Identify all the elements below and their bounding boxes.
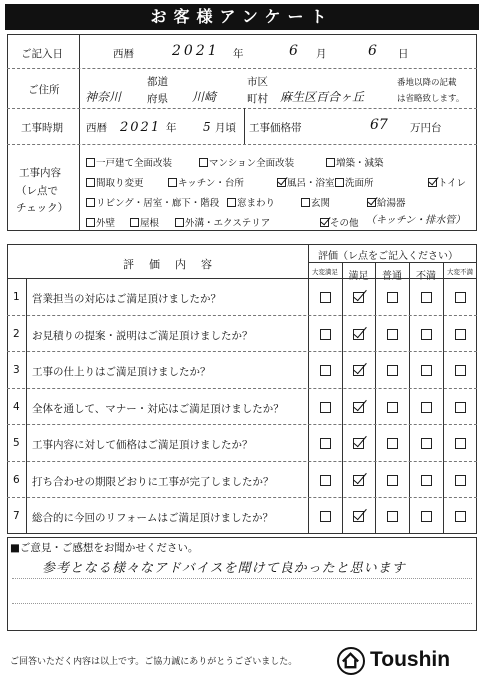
checkbox[interactable] xyxy=(367,198,376,207)
rating-checkbox[interactable] xyxy=(320,402,331,413)
checkbox[interactable] xyxy=(301,198,310,207)
divider xyxy=(7,461,477,462)
work-option-label: トイレ xyxy=(438,178,467,189)
checkbox[interactable] xyxy=(130,218,139,227)
checkbox[interactable] xyxy=(326,158,335,167)
prefecture-unit-2: 府県 xyxy=(147,93,168,105)
address-city: 川崎 xyxy=(192,90,217,104)
question-number: 7 xyxy=(13,510,20,522)
entry-date-label: ご記入日 xyxy=(21,48,63,60)
entry-day-unit: 日 xyxy=(398,48,409,60)
city-unit-2: 町村 xyxy=(247,93,268,105)
work-label: 工事内容 xyxy=(19,167,61,179)
work-option[interactable] xyxy=(175,215,270,229)
entry-year-unit: 年 xyxy=(233,48,244,60)
question-number: 1 xyxy=(13,291,20,303)
rating-checkbox[interactable] xyxy=(421,511,432,522)
divider xyxy=(7,315,477,316)
rating-checkbox[interactable] xyxy=(421,475,432,486)
checkbox[interactable] xyxy=(168,178,177,187)
divider xyxy=(7,497,477,498)
rating-checkbox[interactable] xyxy=(353,292,364,303)
work-option[interactable] xyxy=(86,175,144,189)
comments-text: 参考となる様々なアドバイスを聞けて良かったと思います xyxy=(42,561,406,576)
address-prefecture: 神奈川 xyxy=(85,90,122,104)
entry-month: 6 xyxy=(289,43,298,59)
rating-checkbox[interactable] xyxy=(320,365,331,376)
work-option-label: 窓まわり xyxy=(237,198,276,209)
work-option[interactable] xyxy=(428,175,466,189)
column-divider xyxy=(342,262,343,534)
rating-column-header: 大変満足 xyxy=(312,268,338,276)
column-divider xyxy=(375,262,376,534)
work-option-label: 外溝・エクステリア xyxy=(185,218,271,229)
rating-checkbox[interactable] xyxy=(387,402,398,413)
divider xyxy=(7,388,477,389)
comment-line xyxy=(12,578,472,579)
checkbox[interactable] xyxy=(227,198,236,207)
divider xyxy=(7,68,477,69)
rating-checkbox[interactable] xyxy=(387,292,398,303)
work-option[interactable] xyxy=(86,215,115,229)
rating-checkbox[interactable] xyxy=(387,365,398,376)
checkbox[interactable] xyxy=(175,218,184,227)
eval-header: 評 価 内 容 xyxy=(123,258,214,271)
period-year-unit: 年 xyxy=(166,122,177,134)
rating-checkbox[interactable] xyxy=(320,511,331,522)
question-text: お見積りの提案・説明はご満足頂けましたか？ xyxy=(32,329,253,342)
rating-checkbox[interactable] xyxy=(455,329,466,340)
work-option-label: 風呂・浴室 xyxy=(287,178,335,189)
rating-checkbox[interactable] xyxy=(455,402,466,413)
page-title: お客様アンケート xyxy=(5,4,479,30)
work-option-label: 一戸建て全面改装 xyxy=(96,158,173,169)
column-divider xyxy=(409,262,410,534)
rating-checkbox[interactable] xyxy=(353,475,364,486)
price-value: 67 xyxy=(370,117,388,133)
rating-checkbox[interactable] xyxy=(320,438,331,449)
checkbox[interactable] xyxy=(86,178,95,187)
work-option[interactable] xyxy=(320,215,359,229)
rating-checkbox[interactable] xyxy=(387,438,398,449)
rating-checkbox[interactable] xyxy=(320,475,331,486)
divider xyxy=(7,424,477,425)
rating-checkbox[interactable] xyxy=(320,329,331,340)
work-option[interactable] xyxy=(86,195,219,209)
rating-checkbox[interactable] xyxy=(421,329,432,340)
work-option-label: 給湯器 xyxy=(377,198,406,209)
question-number: 4 xyxy=(13,400,20,413)
checkbox[interactable] xyxy=(86,218,95,227)
question-number: 3 xyxy=(13,364,20,376)
work-option-label: 玄関 xyxy=(311,198,331,209)
prefecture-unit-1: 都道 xyxy=(147,76,168,88)
price-divider xyxy=(244,108,245,144)
label-column-divider xyxy=(79,34,80,231)
work-option[interactable] xyxy=(199,155,294,169)
work-option-label: 外壁 xyxy=(96,218,116,229)
brand-logo xyxy=(337,645,477,677)
evaluation-table xyxy=(7,244,477,534)
question-number: 6 xyxy=(13,473,20,486)
price-label: 工事価格帯 xyxy=(249,122,302,134)
rating-column-header: 満足 xyxy=(348,271,369,282)
address-label: ご住所 xyxy=(28,84,60,96)
question-text: 総合的に今回のリフォームはご満足頂けましたか？ xyxy=(32,512,273,524)
work-option[interactable] xyxy=(277,175,335,189)
divider xyxy=(308,262,477,263)
entry-year: 2021 xyxy=(172,43,220,59)
rating-checkbox[interactable] xyxy=(353,365,364,376)
work-option[interactable] xyxy=(130,215,159,229)
work-option-label: その他 xyxy=(330,218,359,229)
rating-checkbox[interactable] xyxy=(421,438,432,449)
work-option-label: 増築・減築 xyxy=(336,158,384,169)
rating-checkbox[interactable] xyxy=(455,365,466,376)
checkbox[interactable] xyxy=(320,218,329,227)
number-divider xyxy=(26,278,27,534)
rating-checkbox[interactable] xyxy=(421,365,432,376)
question-text: 全体を通して、マナー・対応はご満足頂けましたか？ xyxy=(32,402,284,415)
divider xyxy=(7,351,477,352)
column-divider xyxy=(443,262,444,534)
checkbox[interactable] xyxy=(335,178,344,187)
checkbox[interactable] xyxy=(86,158,95,167)
entry-day: 6 xyxy=(368,43,377,59)
footer-text: ご回答いただく内容は以上です。ご協力誠にありがとうございました。 xyxy=(10,657,298,667)
question-text: 打ち合わせの期限どおりに工事が完了しましたか？ xyxy=(32,475,274,488)
comment-line xyxy=(12,603,472,604)
rating-checkbox[interactable] xyxy=(455,475,466,486)
work-option-label: 間取り変更 xyxy=(96,178,144,189)
address-note-2: は省略致します。 xyxy=(397,94,465,104)
rating-checkbox[interactable] xyxy=(353,438,364,449)
rating-column-header: 不満 xyxy=(416,271,436,282)
work-option[interactable] xyxy=(326,155,384,169)
question-number: 5 xyxy=(13,437,20,449)
price-unit: 万円台 xyxy=(410,122,442,134)
rating-checkbox[interactable] xyxy=(455,438,466,449)
work-option-label: マンション全面改装 xyxy=(209,158,295,169)
checkbox[interactable] xyxy=(199,158,208,167)
city-unit-1: 市区 xyxy=(247,76,268,88)
work-option[interactable] xyxy=(168,175,244,189)
checkbox[interactable] xyxy=(86,198,95,207)
question-text: 工事の仕上りはご満足頂けましたか？ xyxy=(32,366,211,378)
house-shape xyxy=(339,649,362,672)
rating-checkbox[interactable] xyxy=(353,402,364,413)
work-option-label: 洗面所 xyxy=(345,178,374,189)
work-option[interactable] xyxy=(86,155,172,169)
work-label-sub2: チェック） xyxy=(16,202,69,214)
work-option[interactable] xyxy=(301,195,330,209)
rating-checkbox[interactable] xyxy=(421,402,432,413)
house-icon xyxy=(337,647,365,675)
checkbox[interactable] xyxy=(428,178,437,187)
rating-checkbox[interactable] xyxy=(387,475,398,486)
rating-checkbox[interactable] xyxy=(387,329,398,340)
rating-column-header: 普通 xyxy=(382,271,402,282)
work-option-label: 屋根 xyxy=(140,218,160,229)
other-note: （キッチン・排水管） xyxy=(366,215,466,226)
checkbox[interactable] xyxy=(277,178,286,187)
question-text: 営業担当の対応はご満足頂けましたか？ xyxy=(32,293,221,305)
entry-month-unit: 月 xyxy=(316,48,327,60)
work-option-label: キッチン・台所 xyxy=(178,178,244,189)
work-option[interactable] xyxy=(335,175,374,189)
period-month-unit: 月頃 xyxy=(215,122,236,134)
address-note-1: 番地以降の記載 xyxy=(397,78,457,88)
rating-checkbox[interactable] xyxy=(353,329,364,340)
divider xyxy=(7,108,477,109)
divider xyxy=(7,278,477,279)
rating-header: 評価（レ点をご記入ください） xyxy=(318,251,458,262)
rating-checkbox[interactable] xyxy=(455,292,466,303)
rating-checkbox[interactable] xyxy=(455,511,466,522)
address-town: 麻生区百合ヶ丘 xyxy=(280,90,365,104)
period-era: 西暦 xyxy=(86,122,107,134)
work-option-label: リビング・居室・廊下・階段 xyxy=(96,198,220,209)
question-text: 工事内容に対して価格はご満足頂けましたか？ xyxy=(32,439,253,451)
rating-divider xyxy=(308,244,309,534)
rating-checkbox[interactable] xyxy=(421,292,432,303)
rating-checkbox[interactable] xyxy=(387,511,398,522)
work-option[interactable] xyxy=(367,195,406,209)
rating-column-header: 大変不満 xyxy=(447,268,473,276)
work-label-sub: （レ点で xyxy=(16,185,58,197)
brand-name: Toushin xyxy=(370,648,451,671)
period-label: 工事時期 xyxy=(21,122,63,134)
divider xyxy=(7,144,477,145)
rating-checkbox[interactable] xyxy=(320,292,331,303)
work-option[interactable] xyxy=(227,195,275,209)
question-number: 2 xyxy=(13,327,20,340)
period-month: 5 xyxy=(203,120,211,134)
entry-era: 西暦 xyxy=(113,48,134,60)
comments-label: ■ご意見・ご感想をお聞かせください。 xyxy=(10,542,199,554)
rating-checkbox[interactable] xyxy=(353,511,364,522)
period-year: 2021 xyxy=(120,120,162,135)
